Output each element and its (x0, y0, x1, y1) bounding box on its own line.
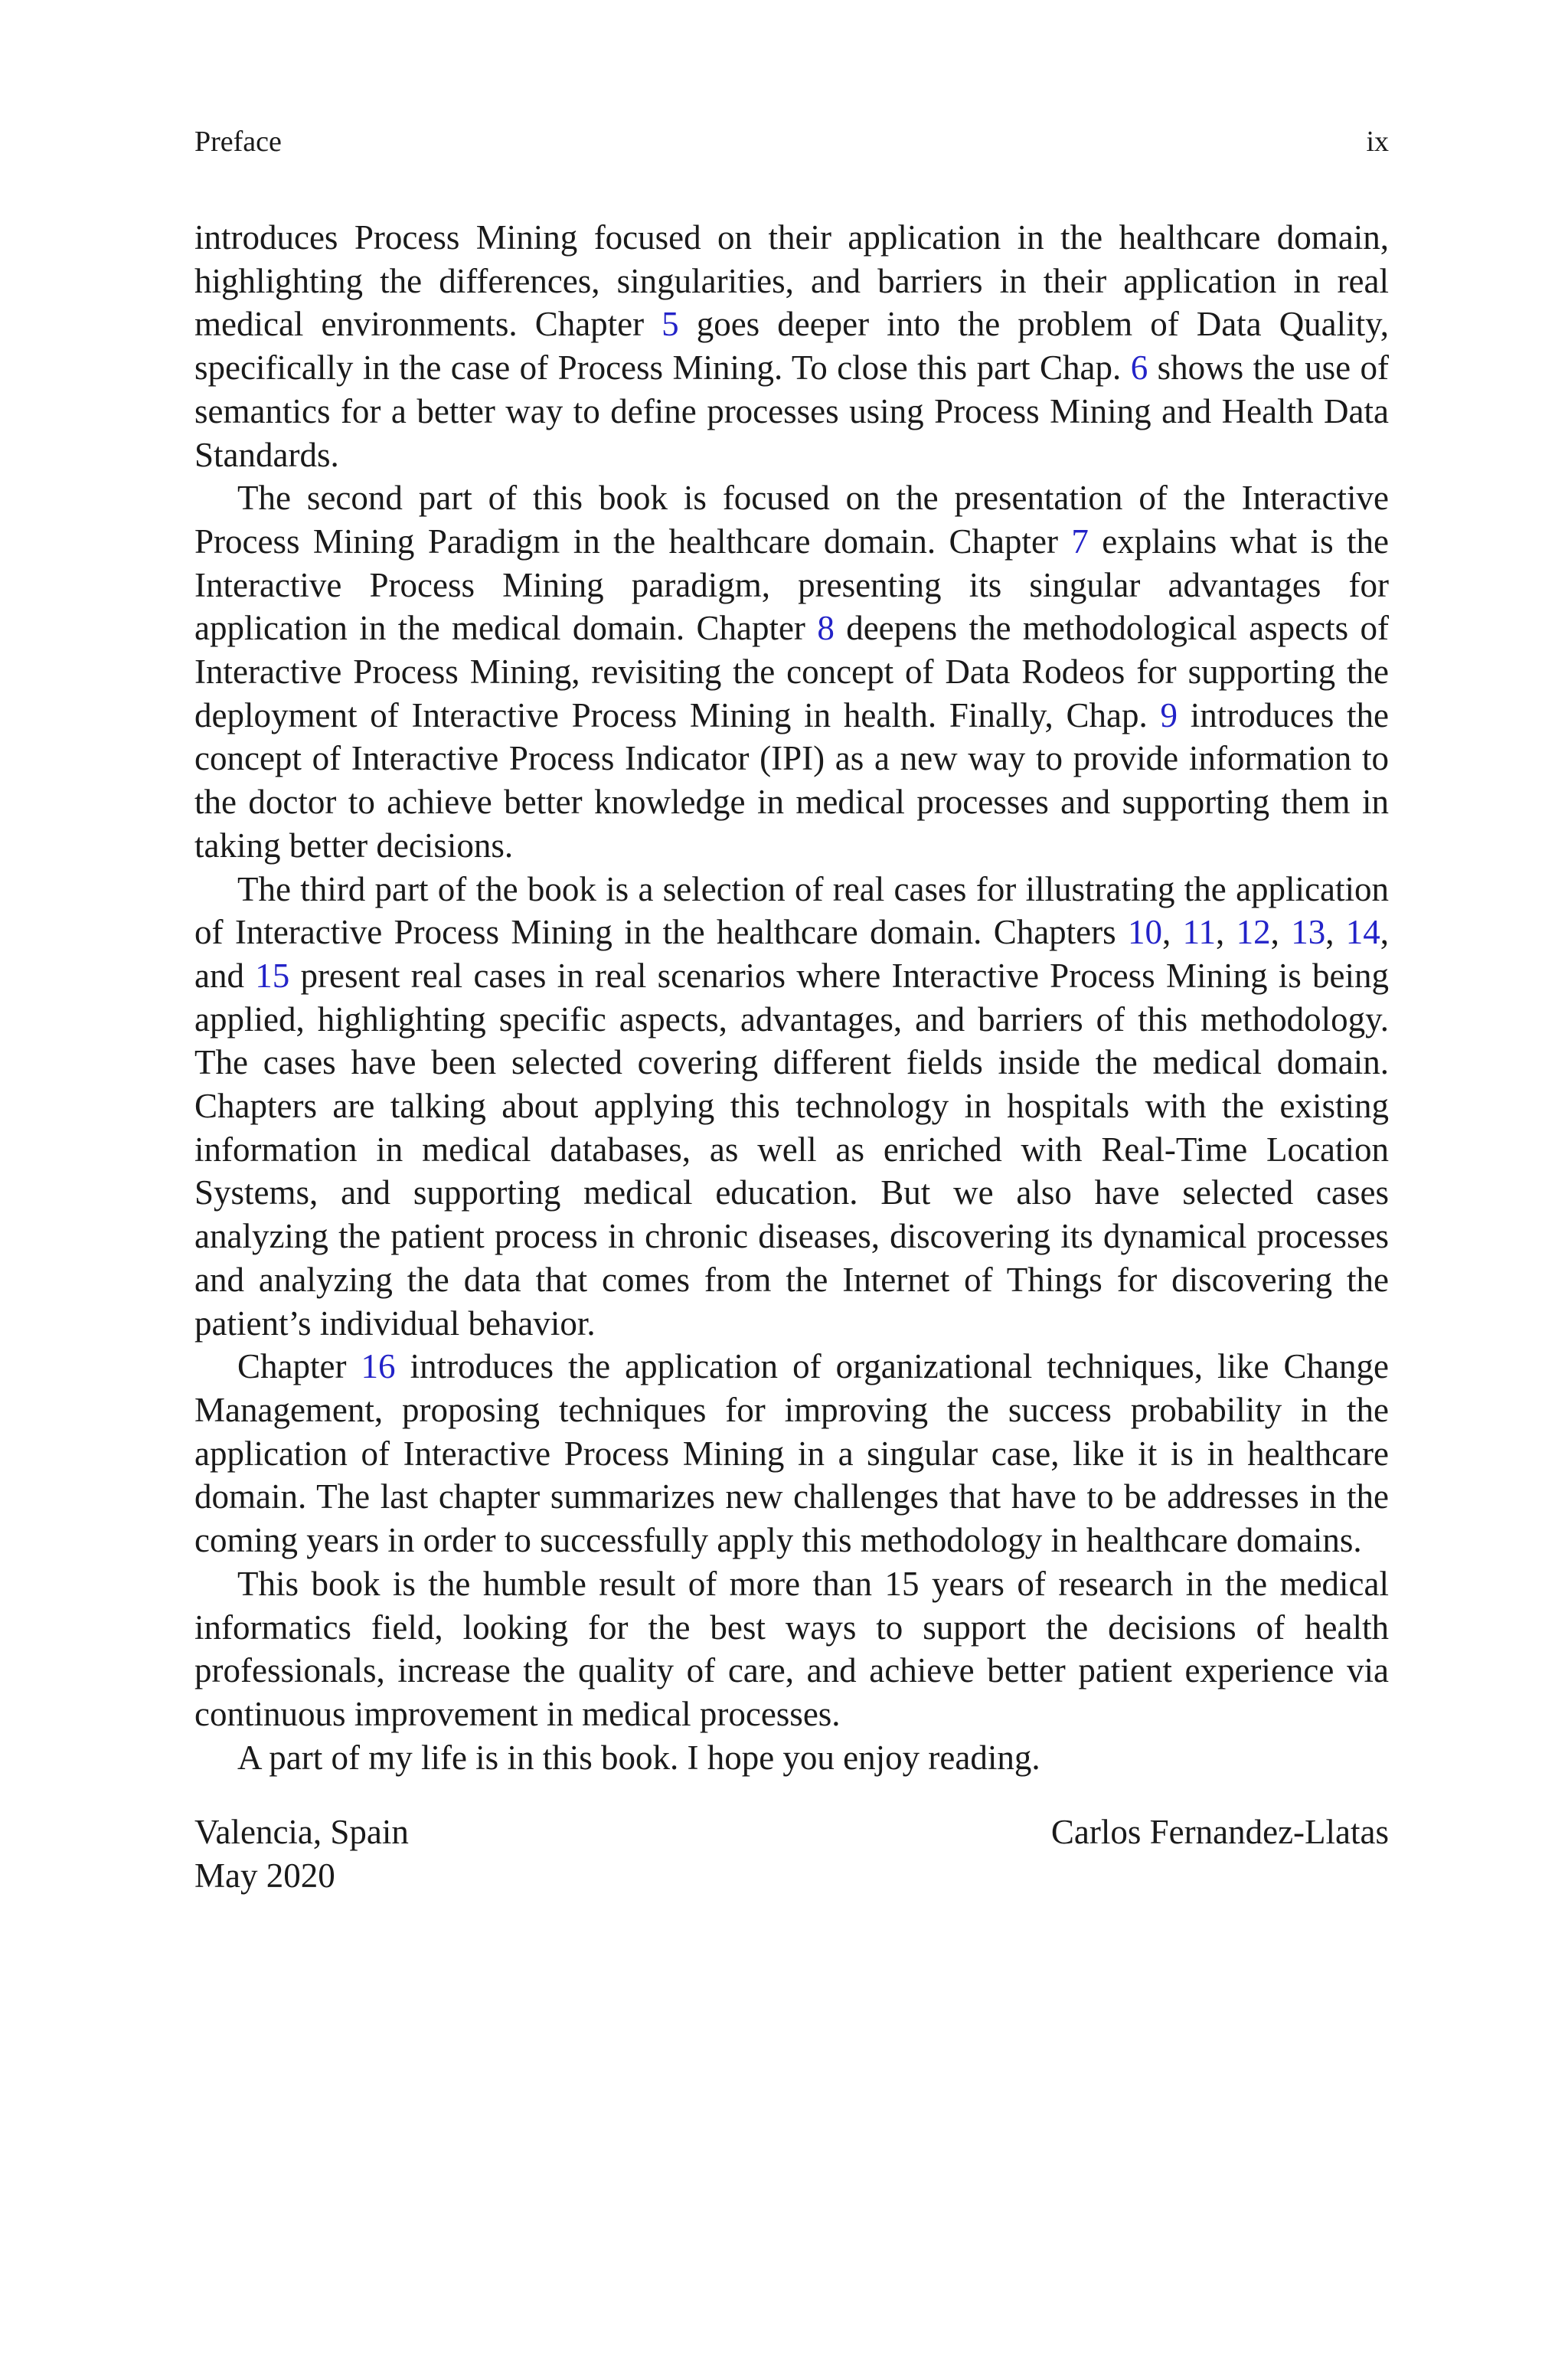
running-head (194, 124, 1389, 159)
chapter-link[interactable]: 5 (662, 305, 679, 344)
paragraph-text: A part of my life is in this book. I hope you enjoy reading. (237, 1738, 1040, 1777)
chapter-link[interactable]: 10 (1128, 913, 1163, 952)
paragraph (194, 216, 1389, 476)
paragraph (194, 868, 1389, 1346)
signature-place: Valencia, Spain (194, 1813, 409, 1851)
paragraph-text: shows the use of semantics for a better way to define processes using Process Mining and Health Data Standards. (194, 348, 1390, 474)
signature-block (194, 1810, 1389, 1897)
chapter-link[interactable]: 13 (1291, 913, 1326, 952)
paragraph-text: , (1162, 913, 1183, 952)
paragraph-text: , and (194, 913, 1390, 995)
chapter-link[interactable]: 8 (817, 609, 835, 648)
signature-date: May 2020 (194, 1856, 335, 1895)
chapter-link[interactable]: 12 (1236, 913, 1271, 952)
paragraph (194, 1736, 1389, 1780)
chapter-link[interactable]: 11 (1182, 913, 1216, 952)
paragraph-text: introduces Process Mining focused on their application in the healthcare domain, highlighting the differences, singularities, and barriers in their application in real medical environments. Chapter (194, 218, 1389, 344)
chapter-link[interactable]: 7 (1071, 522, 1089, 561)
paragraph-text: explains what is the Interactive Process Mining paradigm, presenting its singular advantages for application in the medical domain. Chapter (194, 522, 1389, 648)
paragraph (194, 1562, 1389, 1736)
paragraph-text: The second part of this book is focused on the presentation of the Interactive Process Mining Paradigm in the healthcare domain. Chapter (194, 479, 1389, 561)
chapter-link[interactable]: 16 (361, 1347, 396, 1386)
page-number: ix (1366, 126, 1389, 158)
chapter-link[interactable]: 6 (1130, 348, 1148, 388)
paragraph-text: The third part of the book is a selection of real cases for illustrating the application of Interactive Process Mining in the healthcare domain. Chapters (194, 869, 1389, 952)
paragraph (194, 1345, 1389, 1562)
paragraph-text: goes deeper into the problem of Data Quality, specifically in the case of Process Mining. To close this part Chap. (194, 305, 1389, 388)
paragraph-text: deepens the methodological aspects of Interactive Process Mining, revisiting the concept of Data Rodeos for supporting the deployment of Interactive Process Mining in health. Finally, Chap. (194, 609, 1389, 734)
paragraph-text: introduces the concept of Interactive Process Indicator (IPI) as a new way to provide information to the doctor to achieve better knowledge in medical processes and supporting them in taking better decisions. (194, 695, 1389, 865)
paragraph-text: Chapter (237, 1347, 361, 1386)
section-title: Preface (194, 126, 282, 158)
paragraph-text: present real cases in real scenarios where Interactive Process Mining is being applied, highlighting specific aspects, advantages, and barriers of this methodology. The cases have been selected covering different fields inside the medical domain. Chapters are talking about applying this technology in hospitals with the existing information in medical databases, as well as enriched with Real-​Time Location Systems, and supporting medical education. But we also have selected cases analyzing the patient process in chronic diseases, discovering its dynamical processes and analyzing the data that comes from the Internet of Things for discovering the patient’s individual behavior. (194, 956, 1389, 1343)
paragraph-text: introduces the application of organizational techniques, like Change Management, proposing techniques for improving the success probability in the application of Interactive Process Mining in a singular case, like it is in healthcare domain. The last chapter summarizes new challenges that have to be addresses in the coming years in order to successfully apply this methodology in healthcare domains. (194, 1347, 1389, 1560)
paragraph (194, 476, 1389, 867)
paragraph-text: , (1270, 913, 1292, 952)
chapter-link[interactable]: 15 (255, 956, 290, 995)
chapter-link[interactable]: 14 (1345, 913, 1380, 952)
paragraph-text: , (1325, 913, 1346, 952)
signature-author: Carlos Fernandez-Llatas (1050, 1813, 1389, 1851)
preface-body (194, 216, 1389, 1779)
paragraph-text: , (1215, 913, 1236, 952)
paragraph-text: This book is the humble result of more than 15 years of research in the medical informatics field, looking for the best ways to support the decisions of health professionals, increase the quality of care, and achieve better patient experience via continuous improvement in medical processes. (194, 1564, 1389, 1733)
chapter-link[interactable]: 9 (1160, 695, 1178, 734)
